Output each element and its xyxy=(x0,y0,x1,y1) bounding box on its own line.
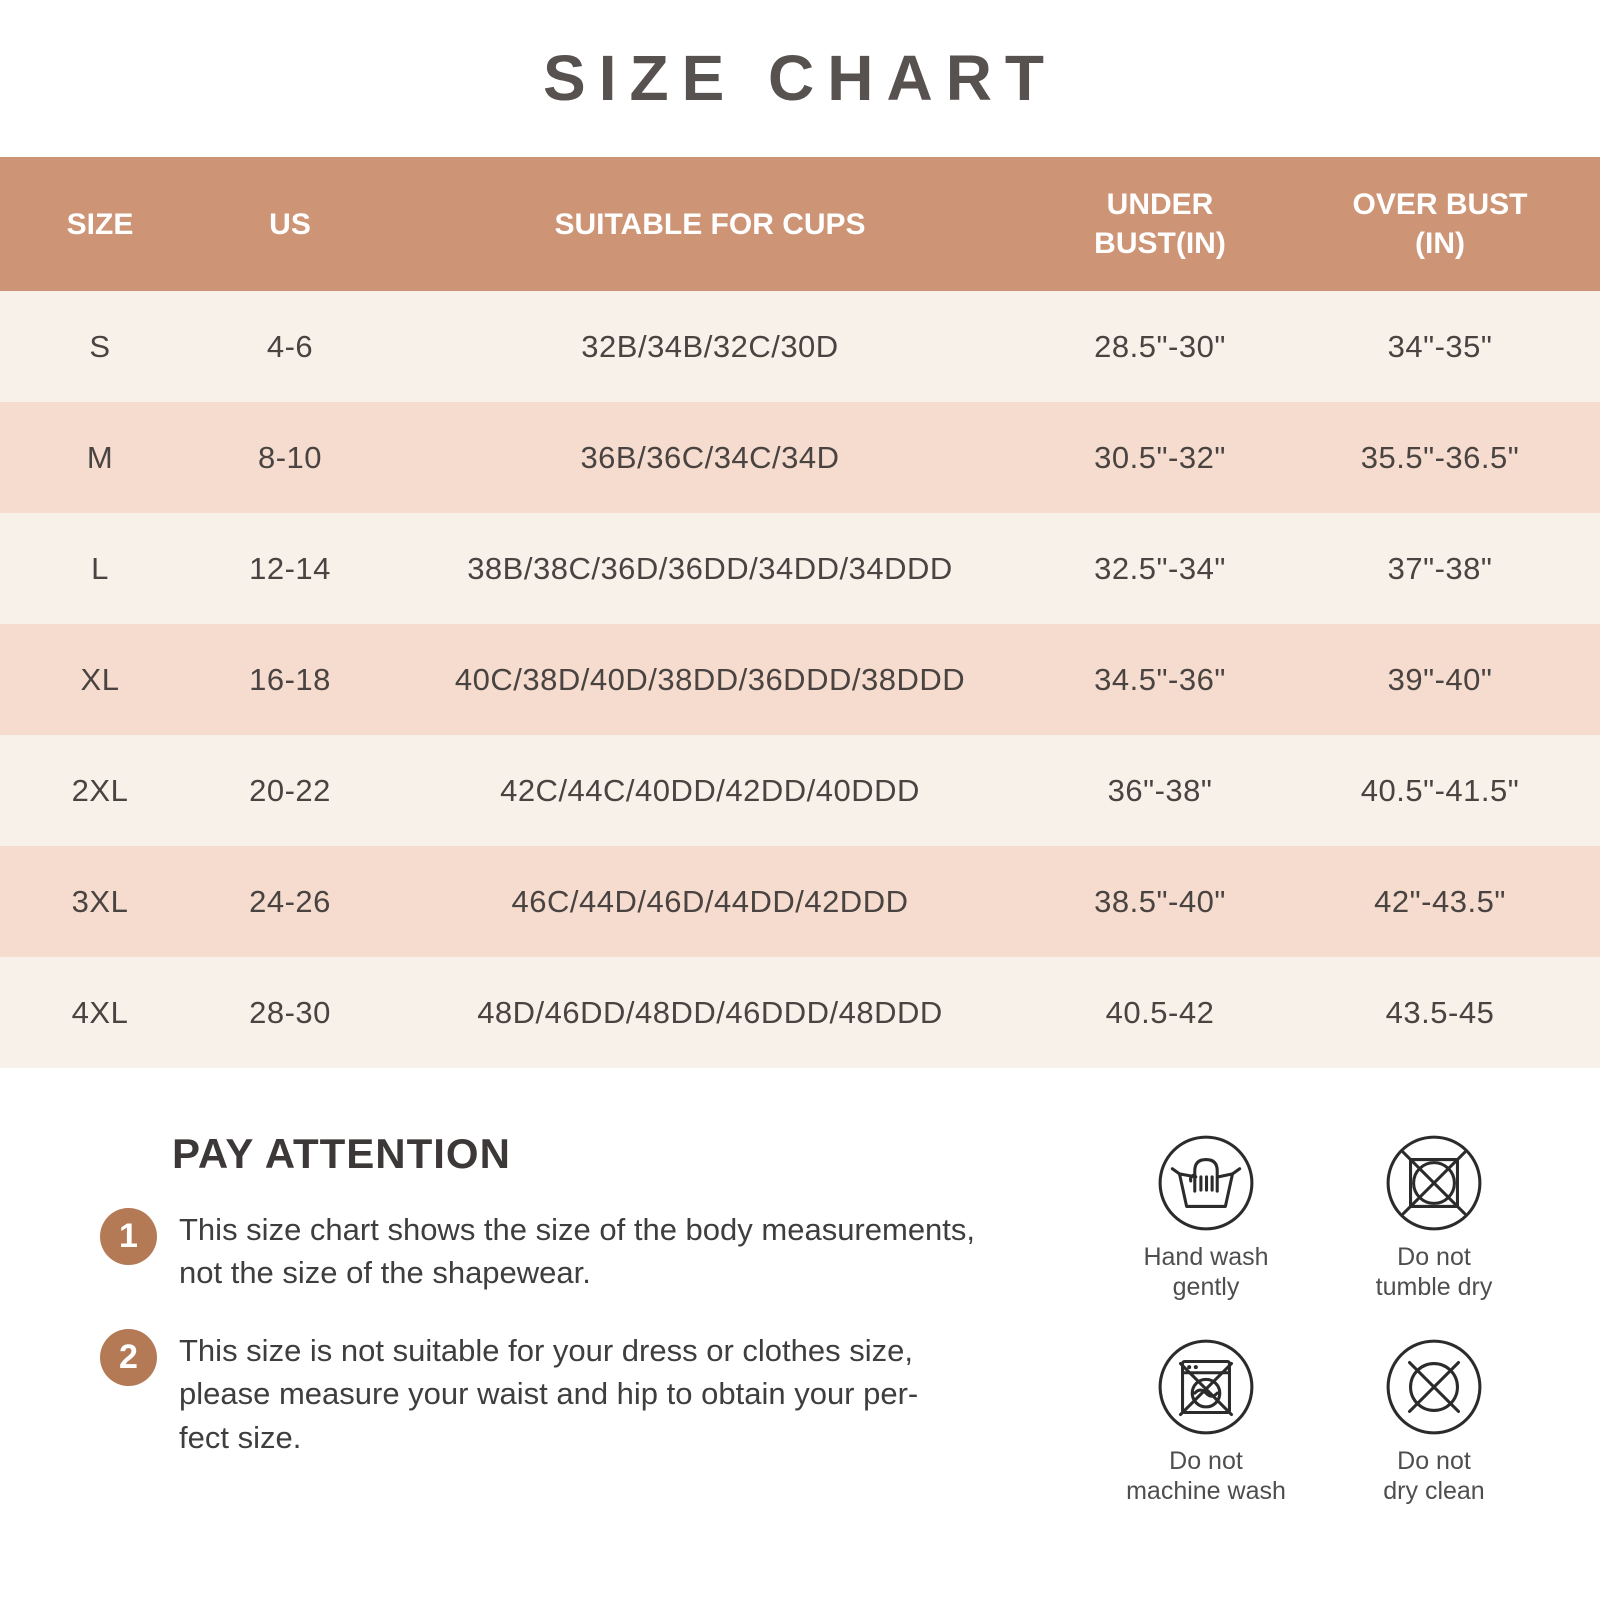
table-row xyxy=(0,846,1600,957)
cell-us: 20-22 xyxy=(249,772,331,808)
cell-under-bust: 40.5-42 xyxy=(1105,994,1215,1030)
cell-under-bust: 34.5"-36" xyxy=(1094,661,1226,697)
cell-over-bust: 43.5-45 xyxy=(1385,994,1495,1030)
cell-cups: 40C/38D/40D/38DD/36DDD/38DDD xyxy=(454,661,966,697)
cell-us: 28-30 xyxy=(249,994,331,1030)
cell-under-bust: 38.5"-40" xyxy=(1094,883,1226,919)
care-item-dry-clean xyxy=(1320,1336,1548,1506)
column-header-us: US xyxy=(269,207,311,241)
cell-us: 24-26 xyxy=(249,883,331,919)
table-header-row xyxy=(0,157,1600,291)
cell-us: 12-14 xyxy=(249,550,331,586)
note-text-2: This size is not suitable for your dress or clothes size, please measure your waist and hip to obtain your per- fect size. xyxy=(179,1332,919,1455)
care-label: Do not dry clean xyxy=(1383,1447,1485,1505)
cell-over-bust: 37"-38" xyxy=(1387,550,1493,586)
note-text-1: This size chart shows the size of the body measurements, not the size of the shapewear. xyxy=(179,1212,976,1291)
table-row xyxy=(0,735,1600,846)
cell-size: L xyxy=(91,550,109,586)
cell-under-bust: 32.5"-34" xyxy=(1094,550,1226,586)
table-row xyxy=(0,513,1600,624)
care-item-tumble-dry xyxy=(1320,1132,1548,1302)
do-not-dry-clean-icon xyxy=(1320,1336,1548,1438)
care-item-machine-wash xyxy=(1092,1336,1320,1506)
care-instructions-grid xyxy=(1092,1132,1548,1506)
cell-over-bust: 35.5"-36.5" xyxy=(1360,439,1520,475)
hand-wash-icon xyxy=(1092,1132,1320,1234)
do-not-tumble-dry-icon xyxy=(1320,1132,1548,1234)
cell-size: M xyxy=(86,439,114,475)
care-label: Do not machine wash xyxy=(1126,1447,1286,1505)
care-label: Hand wash gently xyxy=(1143,1243,1269,1301)
note-item-1 xyxy=(100,1208,1080,1295)
do-not-machine-wash-icon xyxy=(1092,1336,1320,1438)
cell-under-bust: 30.5"-32" xyxy=(1094,439,1226,475)
cell-over-bust: 40.5"-41.5" xyxy=(1360,772,1520,808)
table-row xyxy=(0,402,1600,513)
cell-cups: 38B/38C/36D/36DD/34DD/34DDD xyxy=(467,550,953,586)
care-label: Do not tumble dry xyxy=(1375,1243,1493,1301)
cell-under-bust: 28.5"-30" xyxy=(1094,328,1226,364)
table-row xyxy=(0,957,1600,1068)
table-row xyxy=(0,624,1600,735)
page-title: SIZE CHART xyxy=(543,42,1057,114)
cell-cups: 32B/34B/32C/30D xyxy=(581,328,839,364)
cell-cups: 46C/44D/46D/44DD/42DDD xyxy=(511,883,909,919)
cell-cups: 36B/36C/34C/34D xyxy=(580,439,840,475)
cell-under-bust: 36"-38" xyxy=(1107,772,1213,808)
pay-attention-section xyxy=(100,1130,1080,1459)
column-header-under-bust: UNDER BUST(IN) xyxy=(1094,188,1226,260)
column-header-cups: SUITABLE FOR CUPS xyxy=(554,207,866,241)
cell-cups: 48D/46DD/48DD/46DDD/48DDD xyxy=(477,994,943,1030)
cell-size: 3XL xyxy=(71,883,129,919)
note-item-2 xyxy=(100,1329,1080,1459)
cell-us: 16-18 xyxy=(249,661,331,697)
bottom-section xyxy=(0,1130,1600,1506)
cell-us: 4-6 xyxy=(266,328,314,364)
column-header-over-bust: OVER BUST (IN) xyxy=(1352,188,1528,260)
pay-attention-heading: PAY ATTENTION xyxy=(172,1130,511,1177)
cell-over-bust: 42"-43.5" xyxy=(1374,883,1506,919)
cell-cups: 42C/44C/40DD/42DD/40DDD xyxy=(500,772,920,808)
size-table xyxy=(0,157,1600,1068)
cell-over-bust: 34"-35" xyxy=(1387,328,1493,364)
cell-size: 2XL xyxy=(71,772,129,808)
cell-size: S xyxy=(89,328,111,364)
number-badge-1: 1 xyxy=(100,1208,157,1265)
column-header-size: SIZE xyxy=(66,207,134,241)
number-badge-2: 2 xyxy=(100,1329,157,1386)
cell-us: 8-10 xyxy=(257,439,323,475)
care-item-hand-wash xyxy=(1092,1132,1320,1302)
cell-size: XL xyxy=(80,661,120,697)
cell-over-bust: 39"-40" xyxy=(1387,661,1493,697)
cell-size: 4XL xyxy=(71,994,129,1030)
table-row xyxy=(0,291,1600,402)
